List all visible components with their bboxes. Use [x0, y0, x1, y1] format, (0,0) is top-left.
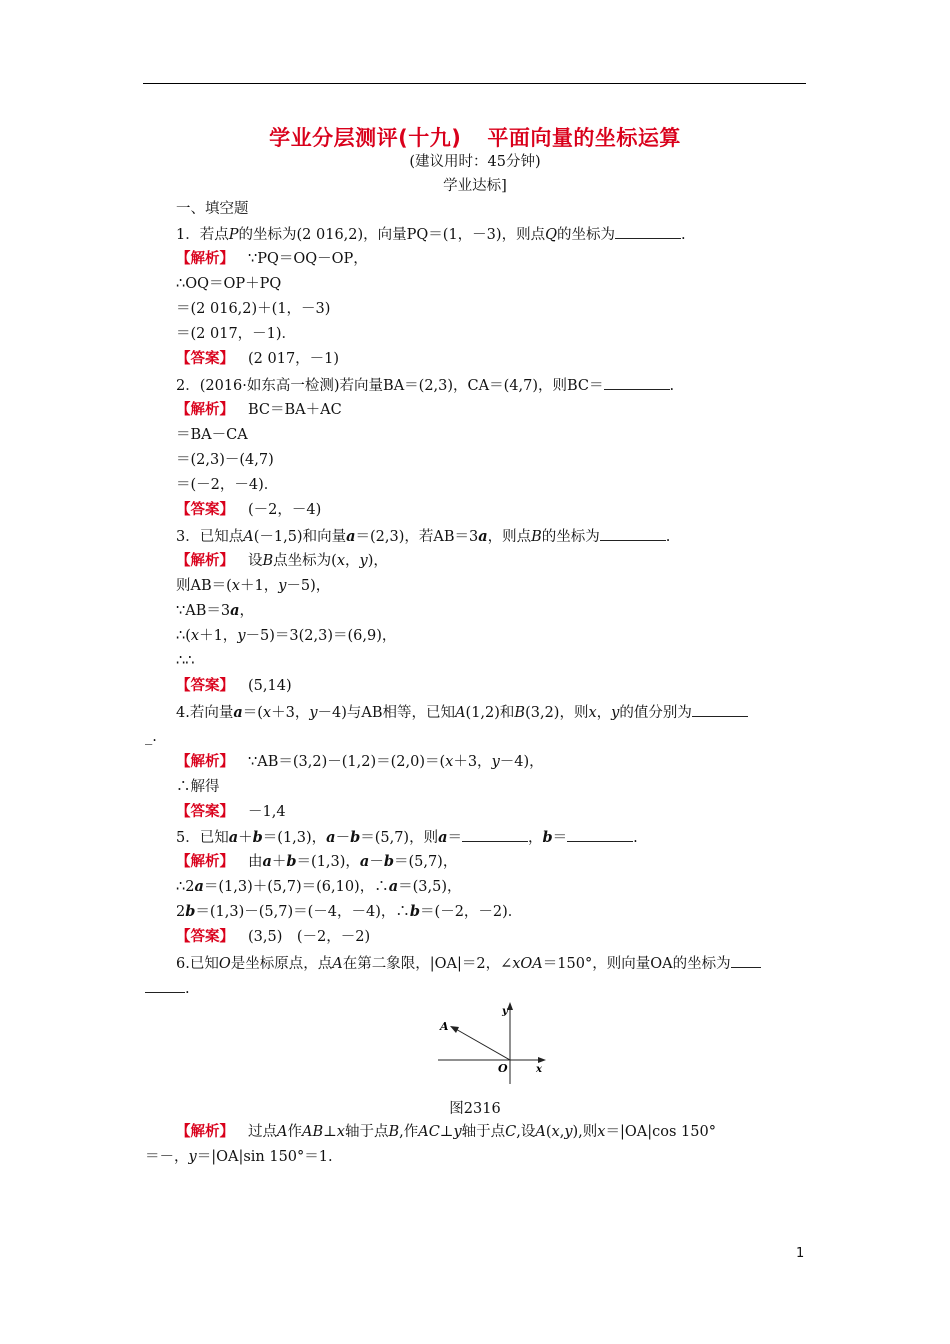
analysis-1-line-2: ∴OQ＝OP＋PQ [176, 276, 282, 292]
question-3: 3．已知点A(－1,5)和向量a＝(2,3)，若AB＝3a，则点B的坐标为 . [176, 528, 671, 545]
analysis-2-line-4: ＝(－2，－4)． [176, 477, 279, 493]
answer-4: 【答案】 －1,4 [176, 804, 286, 820]
point-a-label: A [440, 1020, 449, 1033]
title-main: 学业分层测评(十九) [269, 126, 462, 150]
answer-5: 【答案】 (3,5) (－2，－2) [176, 929, 371, 945]
level-heading: 学业达标] [443, 178, 507, 194]
answer-2: 【答案】 (－2，－4) [176, 502, 322, 518]
analysis-3-line-5: ∴∴ [176, 653, 195, 669]
y-axis-arrow [507, 1002, 513, 1010]
answer-3: 【答案】 (5,14) [176, 678, 292, 694]
x-axis-arrow [538, 1057, 546, 1063]
analysis-4-line-2: ∴解得 [176, 779, 220, 795]
question-4: 4.若向量a＝(x＋3，y－4)与AB相等，已知A(1,2)和B(3,2)，则x，y的值分别为 [176, 702, 748, 723]
analysis-3-line-2: 则AB＝(x＋1，y－5)， [176, 578, 331, 594]
analysis-1-line-4: ＝(2 017，－1)． [176, 326, 297, 342]
analysis-5-line-2: ∴2a＝(1,3)＋(5,7)＝(6,10)，∴a＝(3,5)， [176, 878, 462, 895]
header-rule [143, 83, 806, 84]
analysis-2-line-3: ＝(2,3)－(4,7) [176, 452, 274, 468]
analysis-1-line-1: 【解析】 ∵PQ＝OQ－OP， [176, 251, 368, 267]
answer-blank [615, 224, 681, 239]
question-5: 5．已知a＋b＝(1,3)，a－b＝(5,7)，则a＝ ，b＝ . [176, 829, 638, 846]
answer-blank [604, 375, 670, 390]
title-topic: 平面向量的坐标运算 [487, 126, 681, 150]
analysis-6-line-1: 【解析】 过点A作AB⊥x轴于点B,作AC⊥y轴于点C,设A(x,y),则x＝|OA|cos 150° [176, 1124, 716, 1140]
analysis-5-line-1: 【解析】 由a＋b＝(1,3)，a－b＝(5,7)， [176, 853, 458, 870]
analysis-4-line-1: 【解析】 ∵AB＝(3,2)－(1,2)＝(2,0)＝(x＋3，y－4)， [176, 754, 544, 770]
analysis-3-line-4: ∴(x＋1，y－5)＝3(2,3)＝(6,9)， [176, 628, 397, 644]
figure-caption: 图2316 [449, 1101, 501, 1117]
time-note: (建议用时：45分钟) [409, 154, 541, 170]
analysis-2-line-2: ＝BA－CA [176, 427, 248, 443]
x-axis-label: x [536, 1064, 542, 1075]
answer-blank [731, 953, 761, 968]
coordinate-figure [432, 998, 552, 1086]
answer-1: 【答案】 (2 017，－1) [176, 351, 340, 367]
question-6: 6.已知O是坐标原点，点A在第二象限，|OA|＝2，∠xOA＝150°，则向量OA的坐标为 [176, 953, 761, 974]
section-heading: 一、填空题 [176, 201, 249, 217]
analysis-3-line-1: 【解析】 设B点坐标为(x，y)， [176, 553, 388, 569]
answer-blank [600, 526, 666, 541]
answer-blank [692, 702, 748, 717]
question-1: 1．若点P的坐标为(2 016,2)，向量PQ＝(1，－3)，则点Q的坐标为 . [176, 224, 686, 245]
question-4-continuation: _. [145, 729, 157, 745]
analysis-6-line-2: ＝－，y＝|OA|sin 150°＝1. [145, 1149, 333, 1165]
y-axis-label: y [502, 1006, 508, 1017]
vector-oa-arrow [450, 1026, 459, 1033]
answer-blank-b [567, 827, 633, 842]
origin-label: O [498, 1062, 508, 1075]
analysis-1-line-3: ＝(2 016,2)＋(1，－3) [176, 301, 331, 317]
vector-oa [454, 1028, 510, 1060]
question-2: 2．(2016·如东高一检测)若向量BA＝(2,3)，CA＝(4,7)，则BC＝ . [176, 375, 674, 396]
question-6-continuation: . [145, 978, 190, 999]
answer-blank-cont [145, 978, 185, 993]
answer-blank-a [462, 827, 528, 842]
analysis-2-line-1: 【解析】 BC＝BA＋AC [176, 402, 342, 418]
page-title [0, 122, 950, 152]
page-number: 1 [796, 1246, 805, 1261]
analysis-3-line-3: ∵AB＝3a， [176, 602, 254, 619]
analysis-5-line-3: 2b＝(1,3)－(5,7)＝(－4，－4)，∴b＝(－2，－2)． [176, 903, 523, 920]
